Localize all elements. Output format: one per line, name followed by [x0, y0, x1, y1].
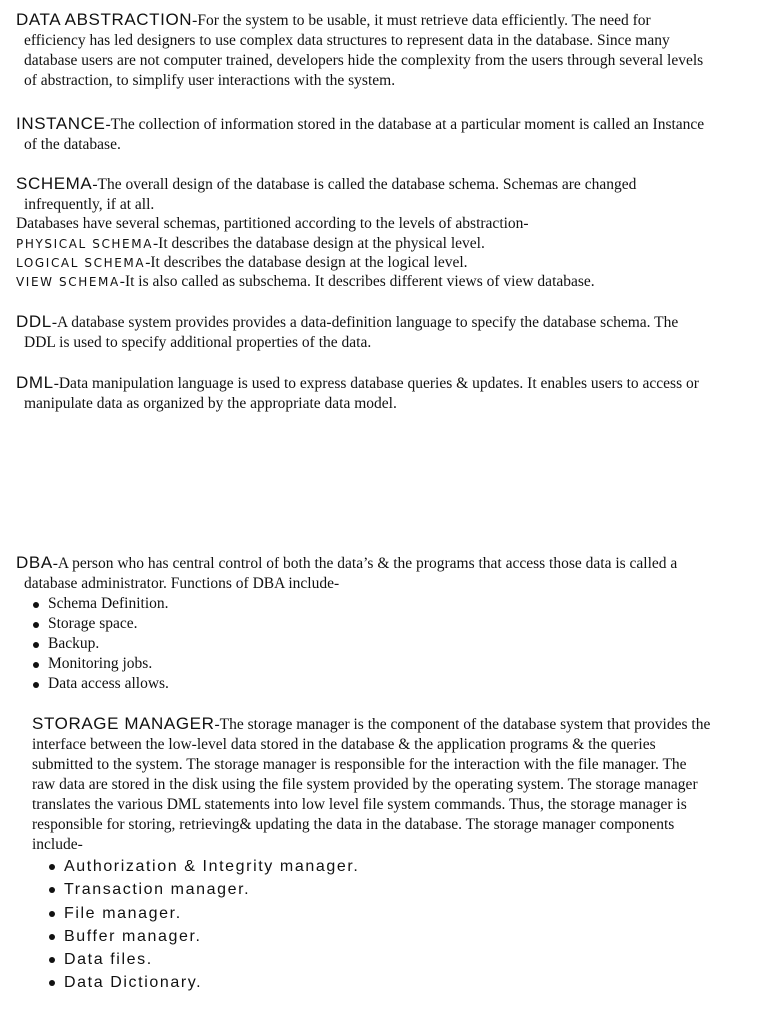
view-schema-text: -It is also called as subschema. It describes different views of view database.: [119, 273, 595, 290]
schema-intro: Databases have several schemas, partitioned according to the levels of abstraction-: [16, 215, 529, 232]
section-dba: [16, 553, 706, 694]
data-abstraction-term: DATA ABSTRACTION: [16, 10, 193, 29]
storage-manager-components-list: [48, 855, 712, 995]
logical-schema-term: LOGICAL SCHEMA: [16, 256, 146, 270]
list-item: Monitoring jobs.: [32, 654, 706, 674]
physical-schema-term: PHYSICAL SCHEMA: [16, 237, 153, 251]
dml-text: -Data manipulation language is used to express database queries & updates. It enables users to access or manipulate data as organized by the appropriate data model.: [24, 375, 699, 412]
list-item: Schema Definition.: [32, 594, 706, 614]
dba-term: DBA: [16, 553, 53, 572]
section-dml: [16, 373, 706, 414]
list-item: Storage space.: [32, 614, 706, 634]
view-schema-term: VIEW SCHEMA: [16, 275, 120, 289]
list-item: Data files.: [48, 948, 712, 971]
schema-text: -The overall design of the database is called the database schema. Schemas are changed infrequently, if at all.: [24, 176, 637, 213]
list-item: Authorization & Integrity manager.: [48, 855, 712, 878]
section-schema: [16, 174, 706, 291]
section-data-abstraction: [16, 10, 706, 91]
instance-term: INSTANCE: [16, 114, 106, 133]
dba-paragraph: [16, 553, 706, 594]
schema-level-view: [16, 272, 706, 291]
ddl-text: -A database system provides provides a data-definition language to specify the database schema. The DDL is used to specify additional properties of the data.: [24, 314, 679, 351]
schema-paragraph: [16, 174, 706, 215]
logical-schema-text: -It describes the database design at the logical level.: [145, 254, 468, 271]
physical-schema-text: -It describes the database design at the physical level.: [153, 235, 485, 252]
list-item: Data Dictionary.: [48, 971, 712, 994]
list-item: File manager.: [48, 902, 712, 925]
section-ddl: [16, 312, 706, 353]
schema-level-physical: [16, 234, 706, 253]
list-item: Buffer manager.: [48, 925, 712, 948]
list-item: Transaction manager.: [48, 878, 712, 901]
data-abstraction-paragraph: [16, 10, 706, 91]
ddl-term: DDL: [16, 312, 52, 331]
dba-functions-list: [32, 594, 706, 694]
data-abstraction-text: -For the system to be usable, it must retrieve data efficiently. The need for efficiency has led designers to use complex data structures to represent data in the database. Since many database users are not computer trained, developers hide the complexity from the users through several levels of abstraction, to simplify user interactions with the system.: [24, 12, 704, 89]
schema-term: SCHEMA: [16, 174, 93, 193]
ddl-paragraph: [16, 312, 706, 353]
instance-text: -The collection of information stored in the database at a particular moment is called an Instance of the database.: [24, 116, 705, 153]
schema-level-logical: [16, 253, 706, 272]
list-item: Backup.: [32, 634, 706, 654]
dml-paragraph: [16, 373, 706, 414]
storage-manager-text: -The storage manager is the component of the database system that provides the interface between the low-level data stored in the database & the application programs & the queries submitted to the system. The storage manager is responsible for the interaction with the file manager. The raw data are stored in the disk using the file system provided by the operating system. The storage manager translates the various DML statements into low level file system commands. Thus, the storage manager is responsible for storing, retrieving& updating the data in the database. The storage manager components include-: [32, 716, 711, 853]
list-item: Data access allows.: [32, 674, 706, 694]
instance-paragraph: [16, 114, 706, 155]
storage-manager-term: STORAGE MANAGER: [32, 714, 215, 733]
dba-text: -A person who has central control of both the data’s & the programs that access those data is called a database administrator. Functions of DBA include-: [24, 555, 678, 592]
section-instance: [16, 114, 706, 155]
section-storage-manager: [32, 714, 712, 995]
storage-manager-paragraph: [32, 714, 712, 855]
dml-term: DML: [16, 373, 54, 392]
